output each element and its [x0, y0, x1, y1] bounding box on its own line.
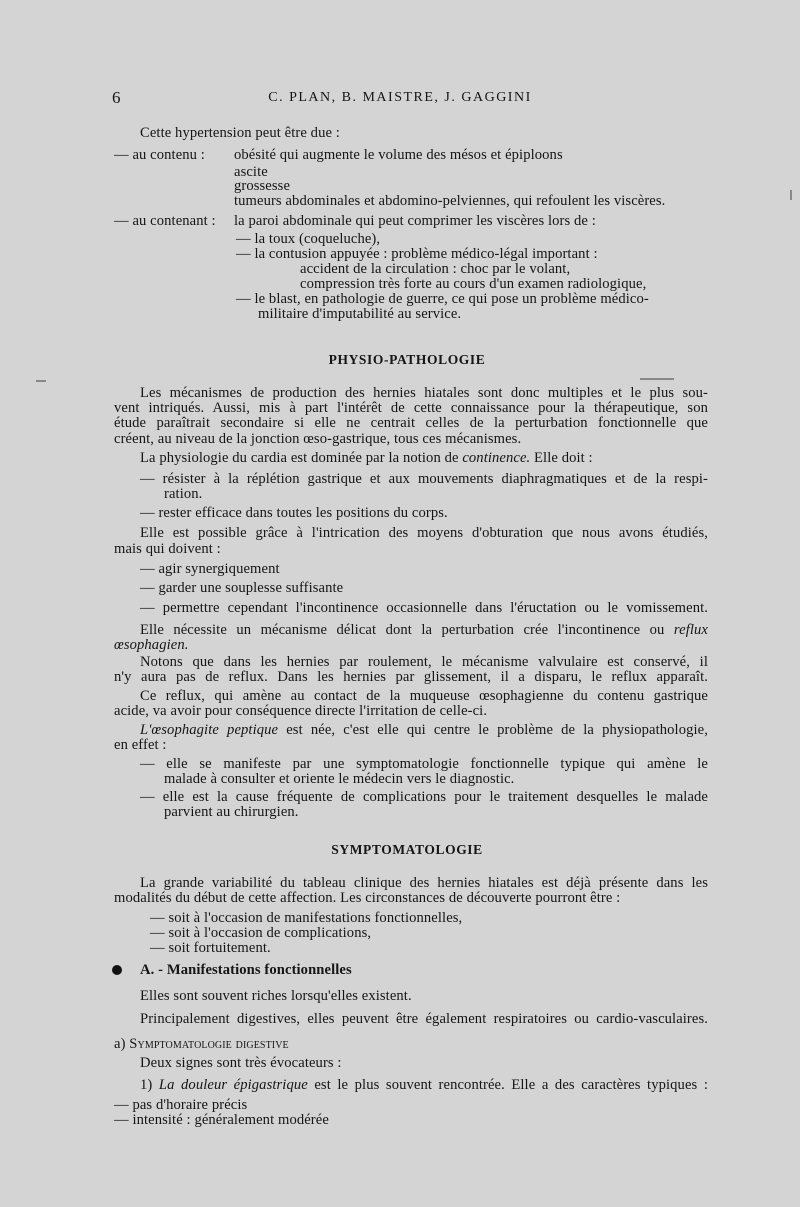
heading-physio-pathologie: PHYSIO-PATHOLOGIE — [328, 352, 486, 367]
contenant-item: — le blast, en pathologie de guerre, ce qui pose un problème médico- — [236, 291, 649, 307]
contenu-label: — au contenu : — [114, 147, 205, 163]
list-item: malade à consulter et oriente le médecin vers le diagnostic. — [164, 771, 515, 787]
contenant-item: — la toux (coqueluche), — [236, 231, 381, 247]
list-item: parvient au chirurgien. — [164, 804, 299, 820]
paragraph-line — [140, 450, 593, 467]
page-number: 6 — [112, 88, 121, 107]
paragraph-line: mais qui doivent : — [114, 541, 221, 557]
running-header-authors: C. PLAN, B. MAISTRE, J. GAGGINI — [268, 90, 532, 105]
text-run: La physiologie du cardia est dominée par la notion de — [140, 450, 463, 466]
text-run: Elle doit : — [530, 450, 593, 466]
list-item: — agir synergiquement — [140, 561, 280, 577]
paragraph-line: en effet : — [114, 737, 167, 753]
contenu-item: ascite — [234, 164, 268, 180]
list-item: — garder une souplesse suffisante — [140, 580, 344, 596]
paragraph-line: étude paraîtrait secondaire si elle ne centrait celles de la perturbation fonctionnelle que — [114, 415, 708, 431]
paragraph-line: modalités du début de cette affection. Les circonstances de découverte pourront être : — [114, 890, 621, 906]
list-item: — soit fortuitement. — [150, 940, 271, 956]
list-item: — rester efficace dans toutes les positions du corps. — [140, 505, 448, 521]
text-run: est le plus souvent rencontrée. Elle a des caractères typiques : — [307, 1077, 708, 1093]
italic-term-reflux: reflux — [673, 622, 708, 638]
scan-mark — [36, 380, 46, 382]
paragraph-line: Elles sont souvent riches lorsqu'elles existent. — [140, 988, 412, 1004]
italic-term-continence: continence. — [462, 450, 531, 466]
contenant-item: compression très forte au cours d'un examen radiologique, — [300, 276, 647, 292]
paragraph-line: n'y aura pas de reflux. Dans les hernies par glissement, il a disparu, le reflux apparaît. — [114, 669, 708, 685]
paragraph-line: La grande variabilité du tableau clinique des hernies hiatales est déjà présente dans les — [140, 875, 708, 891]
text-run: est née, c'est elle qui centre le problème de la physiopathologie, — [278, 722, 708, 738]
italic-term-oesophagite: L'œsophagite peptique — [140, 722, 279, 738]
paragraph-line: Ce reflux, qui amène au contact de la muqueuse œsophagienne du contenu gastrique — [140, 688, 708, 704]
list-item: — elle est la cause fréquente de complications pour le traitement desquelles le malade — [140, 789, 708, 805]
paragraph-line: vent intriqués. Aussi, mis à part l'intérêt de cette connaissance pour la thérapeutique, son — [114, 400, 708, 416]
scan-mark — [640, 378, 674, 380]
contenant-item: militaire d'imputabilité au service. — [258, 306, 462, 322]
heading-symptomatologie: SYMPTOMATOLOGIE — [331, 842, 483, 857]
text-run: 1) — [140, 1077, 159, 1093]
paragraph-line: acide, va avoir pour conséquence directe l'irritation de celle-ci. — [114, 703, 488, 719]
list-item: ration. — [164, 486, 203, 502]
contenant-label: — au contenant : — [114, 213, 216, 229]
paragraph-line: Elle est possible grâce à l'intrication des moyens d'obturation que nous avons étudiés, — [140, 525, 708, 541]
scan-mark — [790, 190, 792, 200]
subsection-prefix: a) — [114, 1036, 130, 1052]
list-item: — résister à la réplétion gastrique et aux mouvements diaphragmatiques et de la respi- — [140, 471, 708, 487]
section-a-heading: A. - Manifestations fonctionnelles — [140, 962, 352, 978]
paragraph-line — [140, 1077, 708, 1094]
subsection-a-heading — [114, 1036, 289, 1053]
list-item: — permettre cependant l'incontinence occasionnelle dans l'éructation ou le vomissement. — [140, 600, 708, 616]
contenu-item: grossesse — [234, 178, 291, 194]
paragraph-line: Les mécanismes de production des hernies hiatales sont donc multiples et le plus sou- — [140, 385, 708, 401]
paragraph-line: Notons que dans les hernies par roulement, le mécanisme valvulaire est conservé, il — [140, 654, 708, 670]
list-item: — elle se manifeste par une symptomatologie fonctionnelle typique qui amène le — [140, 756, 708, 772]
text-run: Elle nécessite un mécanisme délicat dont la perturbation crée l'incontinence ou — [140, 622, 674, 638]
paragraph-line: créent, au niveau de la jonction œso-gastrique, tous ces mécanismes. — [114, 431, 522, 447]
bullet-icon — [112, 965, 122, 975]
list-item: — intensité : généralement modérée — [114, 1112, 329, 1128]
contenu-item: tumeurs abdominales et abdomino-pelviennes, qui refoulent les viscères. — [234, 193, 666, 209]
list-item: — soit à l'occasion de manifestations fonctionnelles, — [150, 910, 463, 926]
subsection-title: Symptomatologie digestive — [129, 1036, 289, 1052]
contenant-item: accident de la circulation : choc par le volant, — [300, 261, 571, 277]
list-item: — pas d'horaire précis — [114, 1097, 248, 1113]
paragraph-line: Deux signes sont très évocateurs : — [140, 1055, 342, 1071]
list-item: — soit à l'occasion de complications, — [150, 925, 372, 941]
contenant-text: la paroi abdominale qui peut comprimer les viscères lors de : — [234, 213, 596, 229]
italic-term-douleur: La douleur épigastrique — [158, 1077, 308, 1093]
paragraph-line — [140, 622, 708, 639]
contenu-item: obésité qui augmente le volume des mésos et épiploons — [234, 147, 563, 163]
paragraph-line — [140, 722, 708, 739]
paragraph-line: Principalement digestives, elles peuvent être également respiratoires ou cardio-vasculaires. — [140, 1011, 708, 1027]
contenant-item: — la contusion appuyée : problème médico-légal important : — [236, 246, 598, 262]
intro-line: Cette hypertension peut être due : — [140, 125, 340, 141]
italic-term-oesophagien: œsophagien. — [114, 637, 189, 653]
